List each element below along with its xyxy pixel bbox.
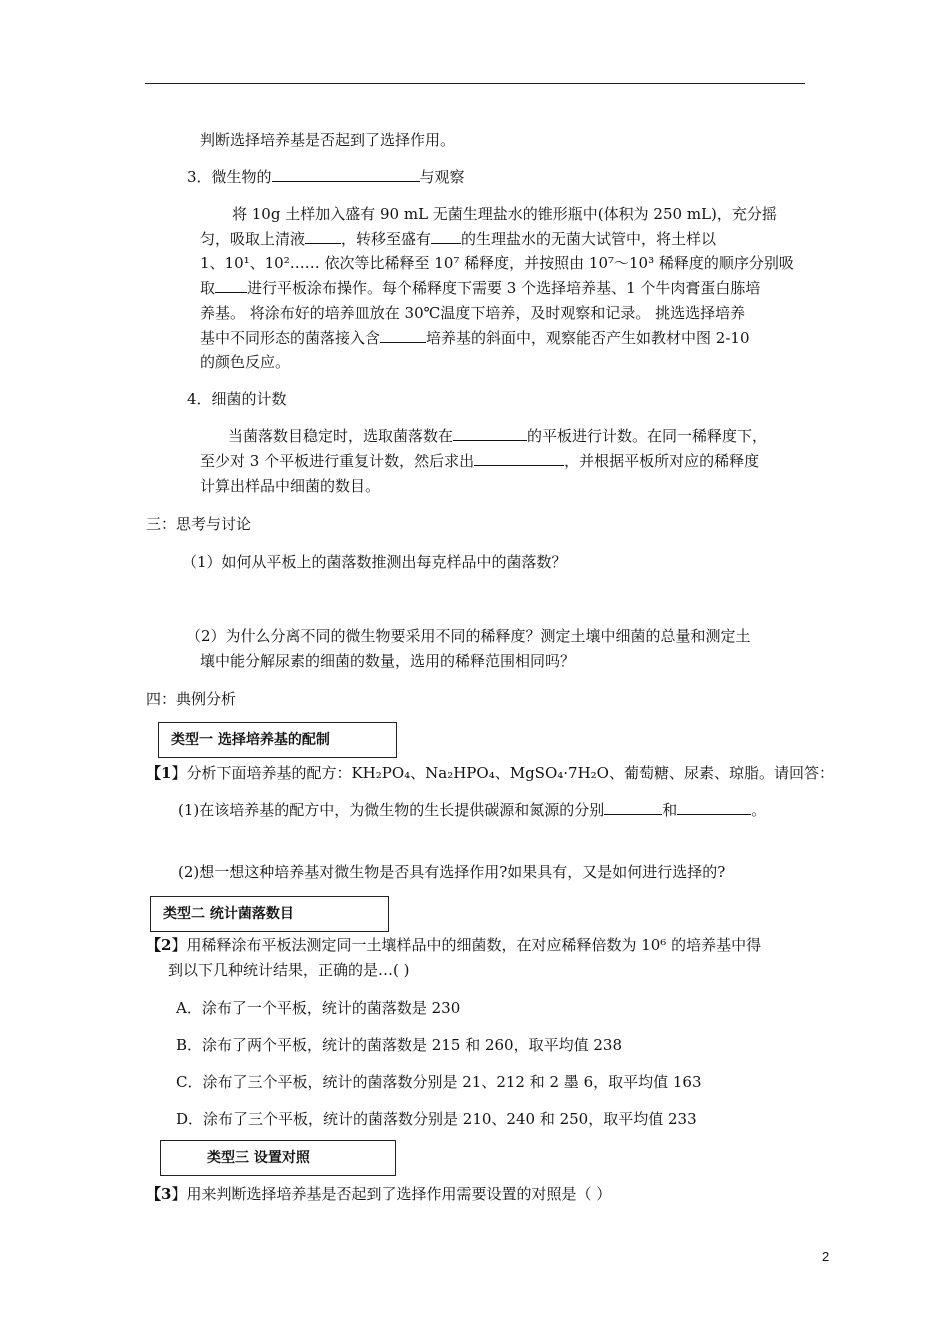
section-heading-3: 3．微生物的 与观察 bbox=[187, 168, 465, 186]
section-heading-four: 四：典例分析 bbox=[146, 690, 237, 708]
page-number: 2 bbox=[822, 1249, 830, 1264]
option-b: B．涂布了两个平板，统计的菌落数是 215 和 260，取平均值 238 bbox=[176, 1036, 622, 1054]
section-heading-4: 4．细菌的计数 bbox=[187, 390, 287, 408]
type-box-2: 类型二 统计菌落数目 bbox=[150, 896, 389, 932]
option-c: C．涂布了三个平板，统计的菌落数分别是 21、212 和 2 墨 6，取平均值 163 bbox=[176, 1073, 702, 1091]
text-line: 匀，吸取上清液 ，转移至盛有 的生理盐水的无菌大试管中，将土样以 bbox=[200, 230, 717, 248]
text-line: 计算出样品中细菌的数目。 bbox=[200, 477, 381, 495]
example-2-cont: 到以下几种统计结果，正确的是…( ) bbox=[168, 961, 410, 979]
example-2: 【2】用稀释涂布平板法测定同一土壤样品中的细菌数，在对应稀释倍数为 10⁶ 的培养基中得 bbox=[146, 936, 762, 954]
text-line: 1、10¹、10²…… 依次等比稀释至 10⁷ 稀释度，并按照由 10⁷～10³ 稀释度的顺序分别吸 bbox=[200, 254, 794, 272]
text-line: 判断选择培养基是否起到了选择作用。 bbox=[200, 131, 456, 149]
text-line: 至少对 3 个平板进行重复计数，然后求出 ，并根据平板所对应的稀释度 bbox=[200, 452, 760, 470]
text-line: 取 进行平板涂布操作。每个稀释度下需要 3 个选择培养基、1 个牛肉膏蛋白胨培 bbox=[200, 279, 761, 297]
question-2: （2）为什么分离不同的微生物要采用不同的稀释度？测定土壤中细菌的总量和测定土 bbox=[186, 627, 751, 645]
text-line: 的颜色反应。 bbox=[200, 353, 291, 371]
text-line: 将 10g 土样加入盛有 90 mL 无菌生理盐水的锥形瓶中(体积为 250 mL)，充分摇 bbox=[232, 205, 777, 223]
question-1: （1）如何从平板上的菌落数推测出每克样品中的菌落数？ bbox=[182, 553, 567, 571]
header-rule bbox=[145, 83, 805, 84]
type-box-3: 类型三 设置对照 bbox=[160, 1140, 396, 1176]
option-d: D．涂布了三个平板，统计的菌落数分别是 210、240 和 250，取平均值 233 bbox=[176, 1110, 697, 1128]
example-1-q2: (2)想一想这种培养基对微生物是否具有选择作用?如果具有，又是如何进行选择的? bbox=[178, 863, 726, 881]
example-1-q1: (1)在该培养基的配方中，为微生物的生长提供碳源和氮源的分别 和 。 bbox=[178, 801, 767, 819]
question-2-cont: 壤中能分解尿素的细菌的数量，选用的稀释范围相同吗？ bbox=[200, 652, 576, 670]
text-line: 当菌落数目稳定时，选取菌落数在 的平板进行计数。在同一稀释度下， bbox=[228, 427, 768, 445]
example-3: 【3】用来判断选择培养基是否起到了选择作用需要设置的对照是（ ） bbox=[146, 1185, 612, 1203]
section-heading-three: 三：思考与讨论 bbox=[146, 515, 252, 533]
text-line: 基中不同形态的菌落接入含 培养基的斜面中，观察能否产生如教材中图 2-10 bbox=[200, 329, 750, 347]
example-1: 【1】分析下面培养基的配方：KH₂PO₄、Na₂HPO₄、MgSO₄·7H₂O、葡萄糖、尿素、琼脂。请回答： bbox=[146, 764, 834, 782]
option-a: A．涂布了一个平板，统计的菌落数是 230 bbox=[176, 999, 461, 1017]
type-box-1: 类型一 选择培养基的配制 bbox=[158, 722, 397, 758]
text-line: 养基。 将涂布好的培养皿放在 30℃温度下培养，及时观察和记录。 挑选选择培养 bbox=[200, 304, 746, 322]
